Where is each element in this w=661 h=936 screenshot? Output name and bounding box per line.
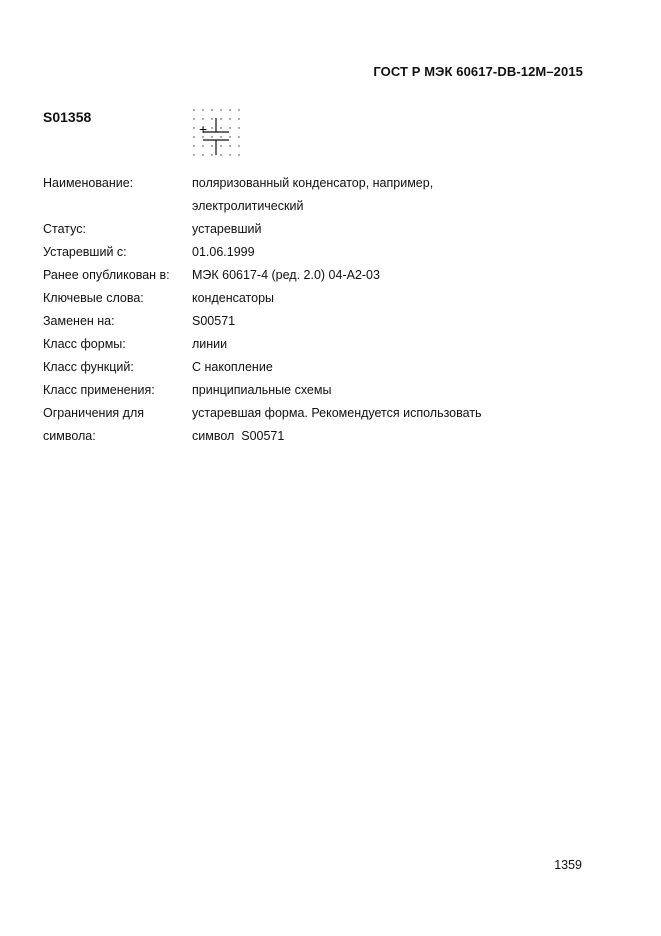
property-label: Наименование:	[43, 176, 134, 190]
property-label: Устаревший с:	[43, 245, 127, 259]
property-value: C накопление	[192, 360, 273, 374]
grid-dot	[229, 118, 230, 119]
grid-dot	[202, 109, 203, 110]
grid-dot	[211, 109, 212, 110]
property-row	[43, 425, 583, 448]
grid-dot	[202, 154, 203, 155]
property-value: устаревшая форма. Рекомендуется использовать	[192, 406, 482, 420]
grid-dot	[211, 127, 212, 128]
property-label: Класс формы:	[43, 337, 126, 351]
grid-dot	[193, 136, 194, 137]
property-label: Класс функций:	[43, 360, 134, 374]
grid-dot	[211, 154, 212, 155]
grid-dot	[238, 136, 239, 137]
property-value: поляризованный конденсатор, например,	[192, 176, 434, 190]
property-value: электролитический	[192, 199, 304, 213]
grid-dot	[193, 127, 194, 128]
grid-dot	[238, 118, 239, 119]
symbol-properties	[43, 172, 583, 448]
property-value: символ S00571	[192, 429, 285, 443]
property-row	[43, 218, 583, 241]
grid-dot	[220, 145, 221, 146]
grid-dot	[238, 154, 239, 155]
grid-dot	[220, 136, 221, 137]
grid-dot	[229, 154, 230, 155]
property-label: Класс применения:	[43, 383, 155, 397]
property-row	[43, 264, 583, 287]
grid-dot	[211, 136, 212, 137]
property-label: Ранее опубликован в:	[43, 268, 170, 282]
grid-dot	[229, 109, 230, 110]
grid-dot	[211, 145, 212, 146]
plus-sign: +	[199, 121, 208, 137]
property-row	[43, 172, 583, 195]
property-row	[43, 333, 583, 356]
property-row	[43, 356, 583, 379]
document-header: ГОСТ Р МЭК 60617-DB-12M–2015	[373, 64, 583, 79]
grid-dot	[229, 136, 230, 137]
property-value: принципиальные схемы	[192, 383, 332, 397]
symbol-code: S01358	[43, 109, 92, 125]
page-number: 1359	[554, 858, 582, 872]
grid-dot	[229, 127, 230, 128]
grid-dot	[220, 154, 221, 155]
grid-dot	[193, 109, 194, 110]
grid-dot	[238, 109, 239, 110]
property-value: конденсаторы	[192, 291, 275, 305]
property-row	[43, 379, 583, 402]
property-label: Статус:	[43, 222, 86, 236]
property-value: МЭК 60617-4 (ред. 2.0) 04-A2-03	[192, 268, 380, 282]
property-row	[43, 402, 583, 425]
grid-dot	[229, 145, 230, 146]
grid-dot	[238, 127, 239, 128]
property-row	[43, 241, 583, 264]
grid-dot	[238, 145, 239, 146]
polarized-capacitor-symbol	[190, 106, 250, 166]
property-row	[43, 310, 583, 333]
property-label	[43, 195, 192, 218]
grid-dot	[193, 154, 194, 155]
grid-dot	[193, 118, 194, 119]
property-label: Заменен на:	[43, 314, 115, 328]
grid-dot	[220, 118, 221, 119]
property-value: S00571	[192, 314, 236, 328]
grid-dot	[220, 127, 221, 128]
property-row	[43, 287, 583, 310]
grid-dot	[193, 145, 194, 146]
property-label: Ключевые слова:	[43, 291, 144, 305]
property-label: символа:	[43, 429, 96, 443]
property-label: Ограничения для	[43, 406, 145, 420]
property-value: 01.06.1999	[192, 245, 255, 259]
property-row	[43, 195, 583, 218]
property-value: устаревший	[192, 222, 262, 236]
grid-dot	[202, 145, 203, 146]
grid-dot	[211, 118, 212, 119]
grid-dot	[220, 109, 221, 110]
grid-dot	[202, 118, 203, 119]
property-value: линии	[192, 337, 228, 351]
